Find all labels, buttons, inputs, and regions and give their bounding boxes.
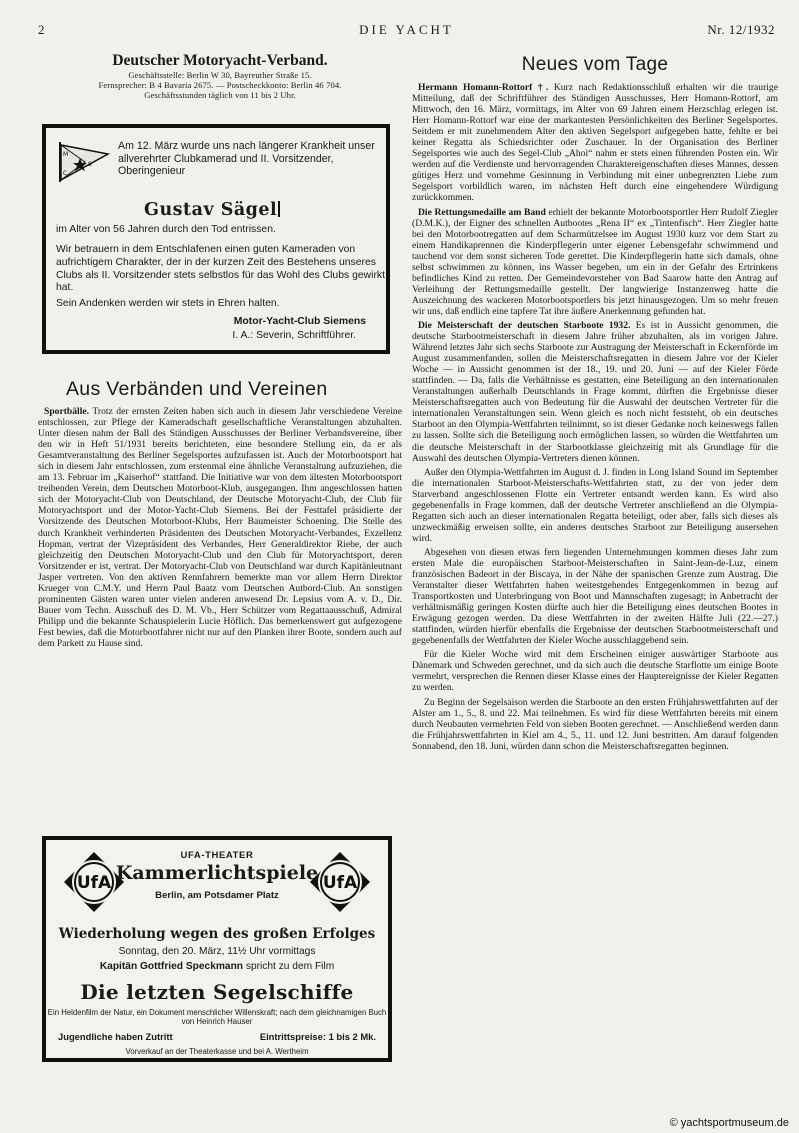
article-text: Kurz nach Redaktionsschluß erhalten wir die traurige Mitteilung, daß der Schriftführer des Ständigen Ausschusses, Herr Homann-Rottorf, am Mittwoch, den 16. März, vormittags, im Alter von 69 Jahren einem Herzschlag erlegen ist. Herr Homann-Rottorf war eine der markantesten Persönlichkeiten des Berliner Segelsportes. Seitdem er mit zunehmendem Alter den aktiven Segelsport aufgegeben hatte, fehlte er bei keiner Regatta als Schiedsrichter oder Zuschauer. In der Organisation des Berliner Segelsportes wie auch des Segel-Club „Ahoi“ nahm er stets einen führenden Posten ein. Wir werden auf die Verdienste und hervorragenden Charaktereigenschaften dieses Mannes, dessen gütiges Herz und vornehme Gesinnung in Verbindung mit einer unbegrenzten Liebe zum Segelsport vorbildlich waren, im nächsten Heft durch eine eingehendere Würdigung zurückkommen. xyxy=(412,82,778,204)
section-heading-verbaende: Aus Verbänden und Vereinen xyxy=(66,378,328,400)
page-number: 2 xyxy=(38,22,45,37)
news-paragraph: Außer den Olympia-Wettfahrten im August d. J. finden in Long Island Sound im September die internationalen Starboot-Meisterschafts-Wettfahrten statt, zu der von jeder dem Starverband angeschlossenen Flotte ein Vertreter entsandt werden kann. Es wird also gegebenenfalls in Frage kommen, daß der deutsche Vertreter anschließend an die Olympia-Regatten sich auch an dieser internationalen Regatta beteiligt, oder aber, falls sich dieses als unzweckmäßig erweisen sollte, ein anderes deutsches Starboot zur Beteiligung ausersehen wird. xyxy=(412,466,778,544)
issue-number: Nr. 12/1932 xyxy=(707,22,775,37)
obituary-name xyxy=(144,200,280,220)
ad-speaker-rest: spricht zu dem Film xyxy=(245,961,335,972)
ad-description: Ein Heldenfilm der Natur, ein Dokument menschlicher Willenskraft; nach dem gleichnamigen Buch von Heinrich Hauser xyxy=(47,1008,387,1027)
verband-block xyxy=(38,52,402,100)
ad-location: Berlin, am Potsdamer Platz xyxy=(155,890,279,901)
article-lead: Die Rettungsmedaille am Band xyxy=(418,206,546,218)
club-flag-icon xyxy=(58,142,110,182)
deceased-name: Gustav Sägel xyxy=(144,200,278,220)
copyright-footer: © yachtsportmuseum.de xyxy=(669,1117,789,1129)
ad-headline: Wiederholung wegen des großen Erfolges xyxy=(58,926,376,942)
page-header xyxy=(38,22,775,40)
verband-hours: Geschäftsstunden täglich von 11 bis 2 Uhr. xyxy=(144,90,296,100)
obituary-age: im Alter von 56 Jahren durch den Tod entrissen. xyxy=(56,224,276,235)
news-paragraph: Zu Beginn der Segelsaison werden die Starboote an den ersten Frühjahrswettfahrten auf der Alster am 1., 5., 8. und 22. Mai teilnehmen. Es wird für diese Wettfahrten bereits mit einem durch Neubauten vermehrten Feld von sieben Booten gerechnet. — Anschließend werden dann die Frühjahrswettfahrten in Kiel am 4., 5., 11. und 12. Juni bestritten. Am darauf folgenden Sonnabend, den 18. Juni, würden dann schon die Meisterschaftsregatten beginnen. xyxy=(412,696,778,752)
ad-speaker xyxy=(46,961,388,972)
ufa-logo-text: UfA xyxy=(322,873,358,893)
obituary-tribute: Wir betrauern in dem Entschlafenen einen guten Kameraden von aufrichtigem Charakter, der in der kurzen Zeit des Bestehens unseres Clubs als II. Vorsitzender stets selbstlos für das Wohl des Clubs gewirkt hat. xyxy=(56,244,385,294)
left-column xyxy=(38,50,402,1056)
ad-theater-label: UFA-THEATER xyxy=(180,850,254,861)
magazine-title: DIE YACHT xyxy=(359,22,454,37)
svg-text:M: M xyxy=(63,151,69,158)
obituary-intro: Am 12. März wurde uns nach längerer Krankheit unser allverehrter Clubkamerad und II. Vorsitzender, Oberingenieur xyxy=(118,140,375,177)
news-article xyxy=(412,320,778,464)
svg-text:C: C xyxy=(63,170,68,177)
ad-prices: Eintrittspreise: 1 bis 2 Mk. xyxy=(259,1031,376,1042)
article-lead: Sportbälle. xyxy=(44,406,90,417)
article-lead: Hermann Homann-Rottorf †. xyxy=(418,82,549,93)
obituary-signature: I. A.: Severin, Schriftführer. xyxy=(232,330,356,341)
obituary-club: Motor-Yacht-Club Siemens xyxy=(233,316,366,327)
article-lead: Die Meisterschaft der deutschen Starboote 1932. xyxy=(418,319,631,331)
ufa-logo-text: UfA xyxy=(76,873,112,893)
verband-phone: Fernsprecher: B 4 Bavaria 2675. — Postscheckkonto: Berlin 46 704. xyxy=(98,80,342,90)
article-text: erhielt der bekannte Motorbootsportler Herr Rudolf Ziegler (D.M.K.), der Eigner des schnellen Autbootes „Rena II“ ex „Tintenfisch“. Herr Ziegler hatte bei den Motorbootregatten auf dem Scharmützelsee im August 1930 kurz vor dem Start zu einem Handikaprennen die Kinderpflegerin unter eigener Lebensgefahr schwimmend und tauchend vor dem sonst sicheren Tode gerettet. Die Kinderpflegerin hatte sich damals, ohne selbst schwimmen zu können, ins Wasser begeben, um ein in der Gefahr des Ertrinkens befindliches Kind zu retten. Der Gemeindevorsteher von Bad Saarow hatte den Antrag auf Verleihung der Rettungsmedaille gestellt. Der langwierige Instanzenweg hatte die Auszeichnung des wackeren Motorbootsportlers bis jetzt hinausgezogen. Um so mehr freuen wir uns, daß endlich eine tapfere Tat ihre äußere Anerkennung gefunden hat. xyxy=(412,206,778,317)
ufa-advertisement xyxy=(42,836,392,1062)
news-paragraph: Abgesehen von diesen etwas fern liegenden Unternehmungen kommen dieses Jahr zum ersten Male die europäischen Starboot-Meisterschaften in Saint-Jean-de-Luz, einem französischen Badeort in der Biscaya, in der Nähe der spanischen Grenze zum Austrag. Die Veranstalter dieser Wettfahrten haben weitestgehendes Entgegenkommen in bezug auf Transportkosten und Unterbringung von Boot und Mannschaften zugesagt; in Anbetracht der verhältnismäßig geringen Kosten dürfte auch hier die Beteiligung eines deutschen Bootes in Erwägung gezogen werden. Da diese Wettfahrten in der zweiten Hälfte Juli (22.—27.) stattfinden, würden hierfür ebenfalls die Ergebnisse der deutschen Starbootmeisterschaft und gegebenenfalls der Wettfahrten der Kieler Woche ausschlaggebend sein. xyxy=(412,546,778,647)
verband-address: Geschäftsstelle: Berlin W 30, Bayreuther Straße 15. xyxy=(128,70,312,80)
news-articles xyxy=(412,82,778,752)
article-text: Es ist in Aussicht genommen, die deutsche Starbootmeisterschaft in diesem Jahre früher abzuhalten, als im vorigen Jahre. Während letztes Jahr sich sechs Starboote zur Austragung der Meisterschaft in Eckernförde im August zusammenfanden, sollen die Meisterschaftsregatten in diesem Jahre vor der Kieler Woche — in Aussicht genommen ist der 18., 19. und 20. Juni — auf der Kieler Förde stattfinden. — Da, falls die Verhältnisse es gestatten, eine Beteiligung an den internationalen Veranstaltungen außerhalb Deutschlands in Frage kommt, dürften die Ergebnisse dieser Meisterschaftsregatten auch von Bedeutung für die Auswahl der deutschen Vertreter für die internationalen Veranstaltungen sein. Wenn gleich es noch nicht feststeht, ob ein deutsches Starboot an den Olympia-Wettfahrten teilnimmt, so ist dieser Gedanke noch keineswegs fallen zu lassen. Sollte sich die Beteiligung noch ermöglichen lassen, so würden die Wettfahrten um die deutsche Meisterschaft in der Starbootklasse gleichzeitig mit als Grundlage für die Auswahl des deutschen Olympia-Vertreters dienen können. xyxy=(412,319,778,464)
ad-speaker-name: Kapitän Gottfried Speckmann xyxy=(99,961,244,972)
obituary-box xyxy=(42,124,390,354)
sportbaelle-article xyxy=(38,406,402,652)
right-column xyxy=(412,50,778,755)
obituary-closing: Sein Andenken werden wir stets in Ehren halten. xyxy=(56,298,280,309)
verband-name: Deutscher Motoryacht-Verband. xyxy=(112,52,328,69)
section-heading-neues: Neues vom Tage xyxy=(521,54,669,75)
ad-film-title: Die letzten Segelschiffe xyxy=(80,980,354,1004)
ad-youth: Jugendliche haben Zutritt xyxy=(58,1031,173,1042)
ad-date: Sonntag, den 20. März, 11½ Uhr vormittags xyxy=(118,946,316,957)
ad-cinema-name: Kammerlichtspiele xyxy=(115,862,319,884)
news-paragraph: Für die Kieler Woche wird mit dem Erscheinen einiger auswärtiger Starboote aus Dänemark und Schweden gerechnet, und da sich auch die deutsche Starflotte um einige Boote vermehrt, versprechen die Rennen dieser Klasse eines der Hauptereignisse der Kieler Regatten zu werden. xyxy=(412,649,778,694)
article-text: Trotz der ernsten Zeiten haben sich auch in diesem Jahr verschiedene Vereine entschlossen, zur Pflege der Kameradschaft gesellschaftliche Veranstaltungen abzuhalten. Unter diesen nahm der Ball des Ständigen Ausschusses der Berliner Verbandsvereine, über den wir in Heft 51/1931 bereits berichteten, eine besondere Stellung ein, da er als Gesamtveranstaltung des Berliner Segelsportes aufzufassen ist. Auch der Motorbootsport hat sich in diesem Jahr entschlossen, zum erstenmal eine ähnliche Veranstaltung aufzuziehen, die am 13. Februar im „Kaiserhof“ stattfand. Die Initiative war von dem ältesten Motorbootsport treibenden Verein, dem Deutschen Motorboot-Klub, ausgegangen. Ihm angeschlossen hatten sich der Motoryacht-Club von Deutschland, der Deutsche Motoryacht-Club, der Club für Motoryachtsport und der Motor-Yacht-Club Siemens. Bei der Festtafel präsidierte der Vorsitzende des Deutschen Motorboot-Klubs, Herr Baumeister Schoening. Die Stelle des durch Krankheit verhinderten Präsidenten des Deutschen Motoryacht-Verbandes, Exzellenz Hopman, vertrat der Vizepräsident des Verbandes, Herr Generaldirektor Riebe, der auch gleichzeitig den Deutschen Motoryacht-Club und den Club für Motoryachtsport, deren Vorsitzender er ist, vertrat. Der Motoryacht-Club von Deutschland war durch Kapitänleutnant Jasper vertreten. Von den aktiven Rennfahrern bemerkte man vor allem Herrn Direktor Krueger von C.M.Y. und Herrn Paul Baatz vom Deutschen Autbord-Club. An sonstigen prominenten Gästen waren unter vielen anderen anwesend Dr. Lepsius vom A. v. D., Dir. Bauer vom Techn. Ausschuß des D. M. Vb., Herr Schützer vom Regattaausschuß, Admiral Philipp und die bekannte Schauspielerin Lucie Höflich. Das bemerkenswert gut aufgezogene Fest bewies, daß die Motorbootfahrer nicht nur auf den Planken ihrer Boote, sondern auch auf dem Parkett zu Hause sind. xyxy=(38,406,402,649)
ad-presale: Vorverkauf an der Theaterkasse und bei A. Wertheim xyxy=(125,1047,309,1056)
news-article xyxy=(412,207,778,317)
news-article xyxy=(412,82,778,204)
svg-text:S: S xyxy=(88,161,92,168)
